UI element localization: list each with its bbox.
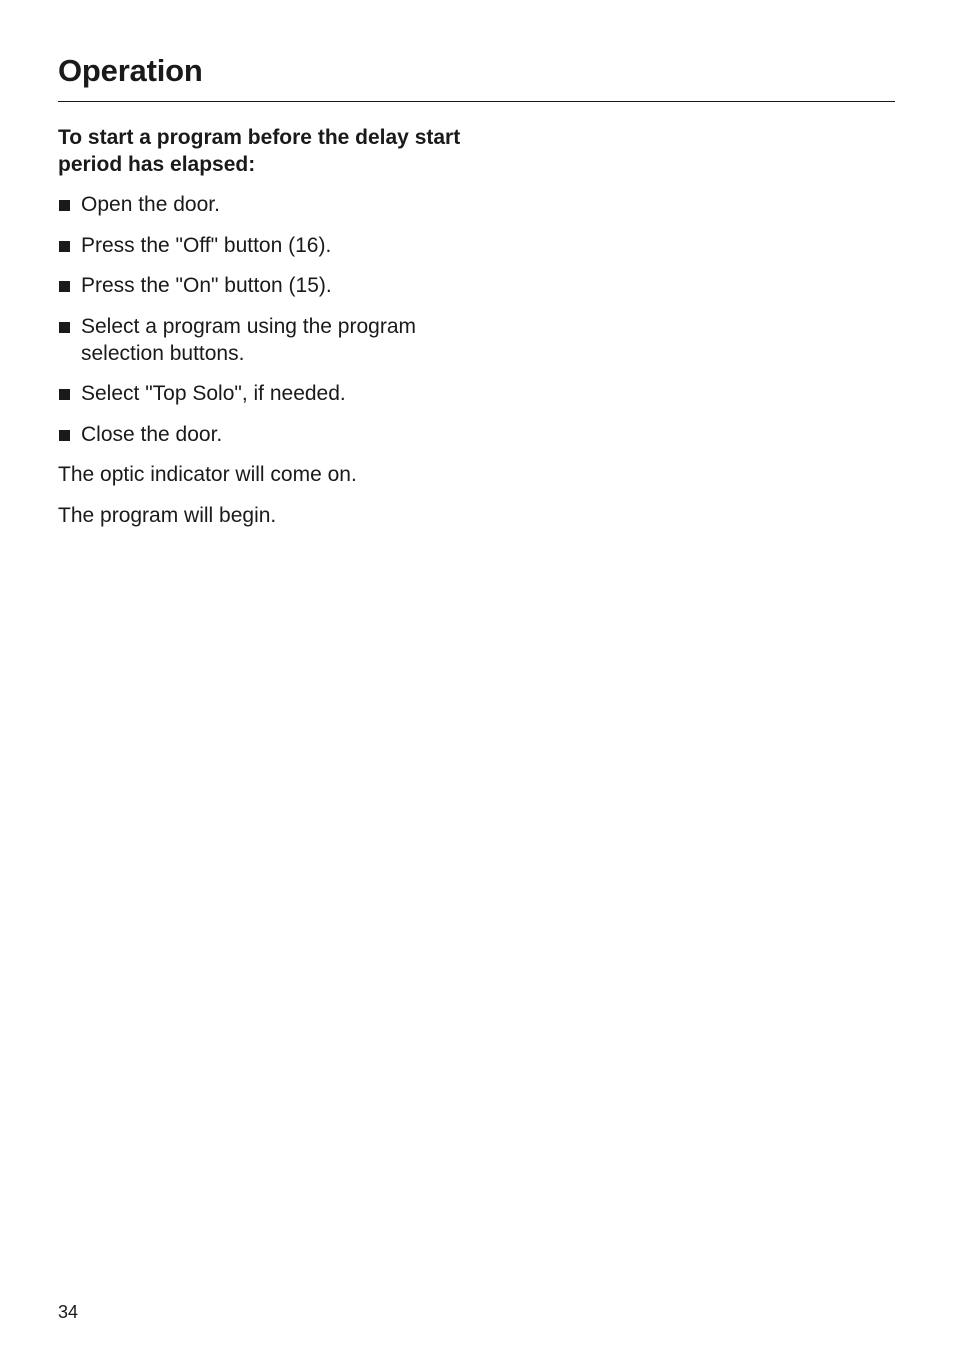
square-bullet-icon — [59, 281, 70, 292]
step-text: Select "Top Solo", if needed. — [81, 382, 346, 405]
list-item — [58, 272, 478, 299]
square-bullet-icon — [59, 322, 70, 333]
square-bullet-icon — [59, 389, 70, 400]
step-text: Press the "On" button (15). — [81, 274, 332, 297]
note-program-begin: The program will begin. — [58, 503, 277, 527]
list-item — [58, 232, 478, 259]
list-item — [58, 380, 478, 407]
step-text: Select a program using the program selection buttons. — [81, 314, 417, 365]
page-title: Operation — [58, 53, 203, 88]
square-bullet-icon — [59, 430, 70, 441]
page-number: 34 — [58, 1302, 79, 1322]
step-text: Close the door. — [81, 422, 223, 446]
list-item — [58, 191, 478, 218]
square-bullet-icon — [59, 241, 70, 252]
square-bullet-icon — [59, 200, 70, 211]
section-content — [58, 124, 478, 542]
list-item — [58, 421, 478, 448]
list-item — [58, 313, 478, 367]
steps-list — [58, 191, 478, 448]
step-text: Press the "Off" button (16). — [81, 233, 332, 257]
title-divider — [58, 101, 895, 102]
section-heading: To start a program before the delay start period has elapsed: — [58, 126, 461, 176]
step-text: Open the door. — [81, 193, 220, 216]
note-indicator: The optic indicator will come on. — [58, 463, 357, 486]
